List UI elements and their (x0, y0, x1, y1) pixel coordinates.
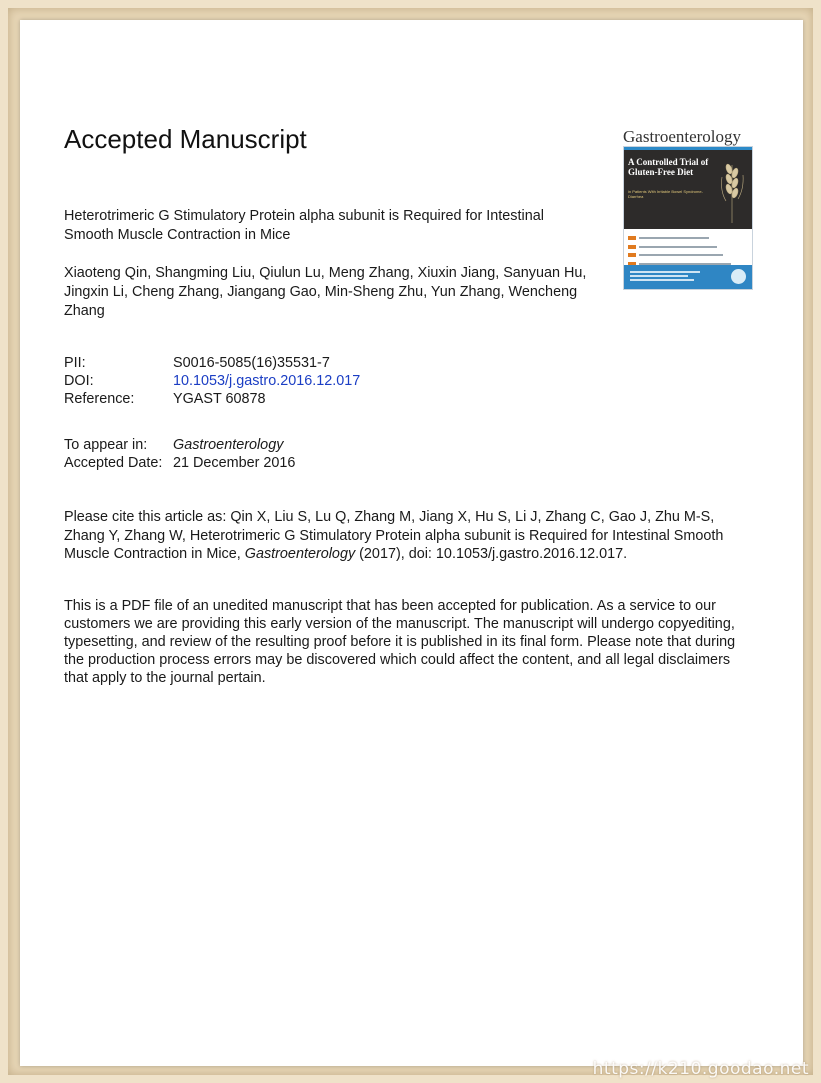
reference-value: YGAST 60878 (173, 391, 266, 407)
citation-journal: Gastroenterology (244, 546, 356, 562)
accepted-label: Accepted Date: (64, 455, 163, 471)
doi-row (64, 372, 360, 390)
appear-label: To appear in: (64, 437, 148, 453)
cover-headline: A Controlled Trial of Gluten-Free Diet (628, 157, 709, 177)
cover-contents-list (628, 234, 748, 268)
citation-paragraph (64, 508, 754, 564)
cover-footer (624, 265, 752, 289)
reference-label: Reference: (64, 391, 135, 407)
citation-doi: (2017), doi: 10.1053/j.gastro.2016.12.017. (355, 546, 628, 562)
accepted-date: 21 December 2016 (173, 455, 296, 471)
publication-block (64, 436, 295, 472)
journal-cover-title: Gastroenterology (623, 127, 742, 146)
manuscript-page (20, 20, 803, 1066)
pii-row (64, 354, 360, 372)
journal-cover-image (623, 146, 753, 290)
society-logo-icon (731, 269, 746, 284)
watermark-text: https://k210.goodao.net (592, 1059, 809, 1079)
pii-value: S0016-5085(16)35531-7 (173, 355, 330, 371)
page-heading: Accepted Manuscript (64, 124, 307, 154)
disclaimer-paragraph: This is a PDF file of an unedited manuscript that has been accepted for publication. As a service to our customers we are providing this early version of the manuscript. The manuscript will undergo copyediting, typesetting, and review of the resulting proof before it is published in its final form. Please note that during the production process errors may be discovered which could affect the content, and all legal disclaimers that apply to the journal pertain. (64, 598, 736, 686)
author-list: Xiaoteng Qin, Shangming Liu, Qiulun Lu, Meng Zhang, Xiuxin Jiang, Sanyuan Hu, Jingxin Li, Cheng Zhang, Jiangang Gao, Min-Sheng Zhu, Yun Zhang, Wencheng Zhang (64, 265, 587, 319)
citation-text: Please cite this article as: Qin X, Liu S, Lu Q, Zhang M, Jiang X, Hu S, Li J, Zhang C, Gao J, Zhu M-S, Zhang Y, Zhang W, Heterotrimeric G Stimulatory Protein alpha subunit is Required for Intestinal Smooth Muscle Contraction in Mice, (64, 509, 724, 562)
article-title: Heterotrimeric G Stimulatory Protein alpha subunit is Required for Intestinal Smooth Muscle Contraction in Mice (64, 208, 544, 243)
identifier-block (64, 354, 360, 408)
cover-band (624, 147, 752, 229)
cover-subheadline: in Patients With Irritable Bowel Syndrome-Diarrhea (628, 189, 703, 199)
appear-row (64, 436, 295, 454)
doi-link[interactable]: 10.1053/j.gastro.2016.12.017 (173, 373, 361, 389)
accepted-row (64, 454, 295, 472)
doi-label: DOI: (64, 373, 94, 389)
wheat-icon (716, 155, 748, 225)
reference-row (64, 390, 360, 408)
pii-label: PII: (64, 355, 86, 371)
appear-journal: Gastroenterology (173, 437, 284, 453)
